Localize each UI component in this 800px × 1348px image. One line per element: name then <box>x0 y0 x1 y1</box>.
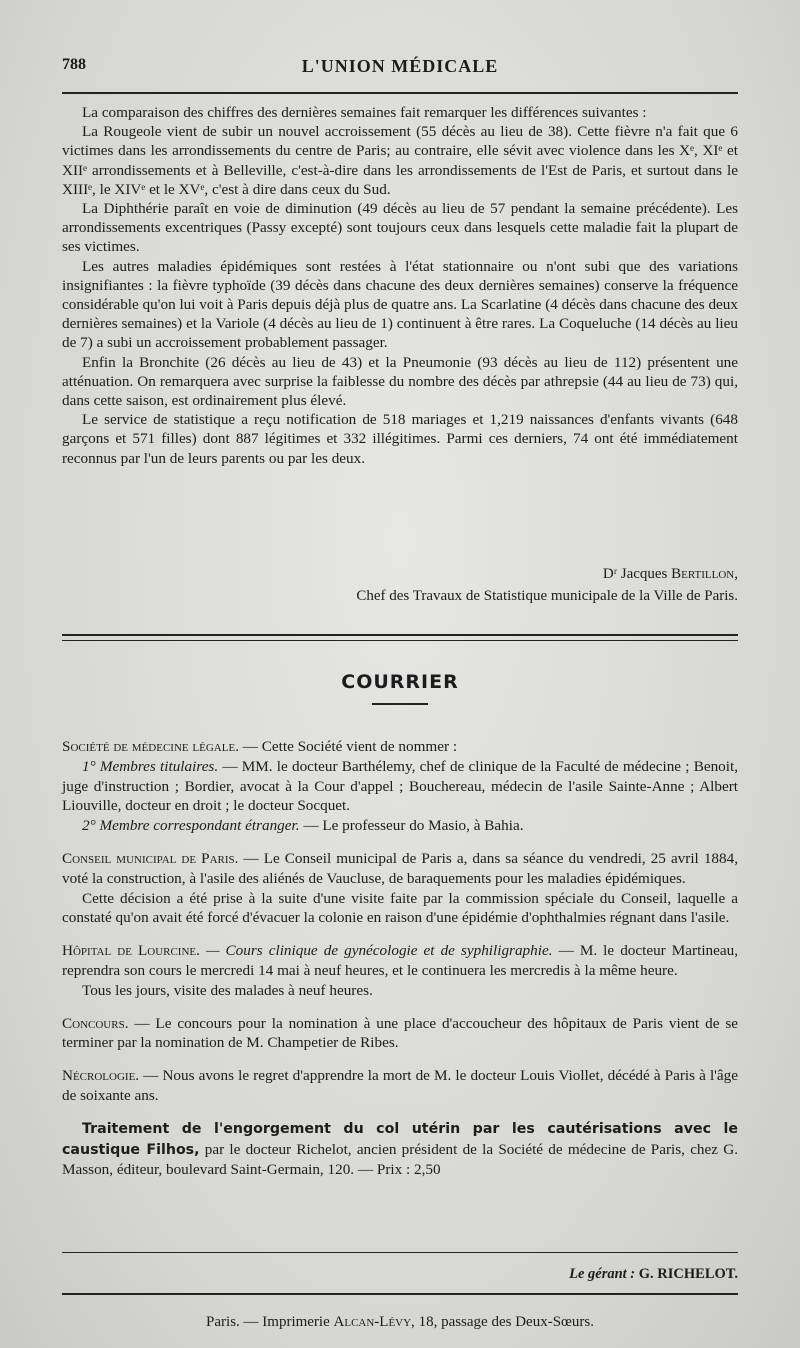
gerant-line <box>569 1266 738 1283</box>
page-number: 788 <box>62 56 86 73</box>
paragraph: Enfin la Bronchite (26 décès au lieu de 43) et la Pneumonie (93 décès au lieu de 112) présentent une atténuation. On remarquera avec surprise la faiblesse du nombre des décès par athrepsie (44 au lieu de 73) qui, dans cette saison, est ordinairement plus élevé. <box>62 353 738 410</box>
paragraph: La comparaison des chiffres des dernières semaines fait remarquer les différences suivantes : <box>82 104 647 121</box>
conseil-entry-continued: Cette décision a été prise à la suite d'une visite faite par la commission spéciale du Conseil, laquelle a constaté qu'on avait été forcé d'évacuer la colonie en raison d'une épidémie d'ophthalmies régnant dans l'asile. <box>62 889 738 927</box>
entry-text: — Le concours pour la nomination à une place d'accoucheur des hôpitaux de Paris vient de se terminer par la nomination de M. Champetier de Ribes. <box>62 1014 738 1052</box>
paragraph: Le service de statistique a reçu notification de 518 mariages et 1,219 naissances d'enfants vivants (648 garçons et 571 filles) dont 887 légitimes et 332 illégitimes. Parmi ces derniers, 74 ont été immédiatement reconnus par l'un de leurs parents ou par les deux. <box>62 411 738 467</box>
entry-heading: Hôpital de Lourcine. <box>62 942 200 960</box>
entry-heading: Nécrologie. <box>62 1067 140 1085</box>
page-header <box>62 56 738 84</box>
author-signature <box>603 566 738 583</box>
entry-label: 2° Membre correspondant étranger. <box>82 817 300 835</box>
printer-imprint <box>0 1314 800 1331</box>
entry-heading: Concours. <box>62 1014 129 1032</box>
entry-heading: Société de médecine légale. <box>62 738 239 755</box>
footer-rule-heavy <box>62 1293 738 1295</box>
author-prefix: Dʳ Jacques <box>602 566 672 582</box>
necrologie-entry <box>62 1066 738 1106</box>
author-surname: Bertillon, <box>671 566 738 582</box>
imprint-city: Paris. — Imprimerie <box>206 1314 334 1330</box>
entry-text: — Cette Société vient de nommer : <box>239 738 458 755</box>
entry-text: — Le professeur do Masio, à Bahia. <box>299 817 524 835</box>
title-ornament <box>372 703 428 705</box>
concours-entry <box>62 1014 738 1054</box>
imprint-printer: Alcan-Lévy, <box>333 1314 415 1330</box>
courrier-section <box>62 737 738 1180</box>
titulaires-entry <box>62 757 738 816</box>
hopital-entry-continued: Tous les jours, visite des malades à neuf heures. <box>82 981 373 999</box>
societe-entry <box>62 737 738 757</box>
book-title: Traitement de l'engorgement du col utérin par les cautérisations avec le caustique Filhos, <box>62 1120 738 1158</box>
hopital-entry <box>62 941 738 981</box>
paragraph: La Diphthérie paraît en voie de diminution (49 décès au lieu de 57 pendant la semaine précédente). Les arrondissements excentriques (Passy excepté) sont toujours ceux dans lesquels cette maladie fait la plupart de ses victimes. <box>62 200 738 256</box>
paragraph: Les autres maladies épidémiques sont restées à l'état stationnaire ou n'ont subi que des variations insignifiantes : la fièvre typhoïde (39 décès dans chacune des deux dernières semaines) conserve la fréquence considérable qu'on lui voit à Paris depuis déjà plus de quatre ans. La Scarlatine (4 décès dans chacune des deux dernières semaines) et la Variole (4 décès au lieu de 1) continuent à être rares. La Coqueluche (14 décès au lieu de 7) a subi un accroissement probablement passager. <box>62 257 738 352</box>
entry-heading: Conseil municipal de Paris. <box>62 849 239 867</box>
running-title: L'UNION MÉDICALE <box>301 56 499 76</box>
book-details: par le docteur Richelot, ancien président de la Société de médecine de Paris, chez G. Masson, éditeur, boulevard Saint-Germain, 120. — Prix : 2,50 <box>62 1140 738 1179</box>
entry-text: — Le Conseil municipal de Paris a, dans sa séance du vendredi, 25 avril 1884, voté la construction, à l'asile des aliénés de Vaucluse, de baraquements pour les maladies épidémiques. <box>62 849 738 887</box>
conseil-entry <box>62 849 738 889</box>
entry-text: — MM. le docteur Barthélemy, chef de clinique de la Faculté de médecine ; Benoit, juge d'instruction ; Bordier, avocat à la Cour d'appel ; Bouchereau, médecin de l'asile Sainte-Anne ; Albert Liouville, docteur en droit ; le docteur Socquet. <box>62 757 738 815</box>
footer-rule <box>62 1252 738 1253</box>
correspondant-entry <box>62 816 738 836</box>
entry-text: — Nous avons le regret d'apprendre la mort de M. le docteur Louis Viollet, décédé à Paris à l'âge de soixante ans. <box>62 1067 738 1104</box>
header-rule <box>62 92 738 94</box>
entry-label: 1° Membres titulaires. <box>82 757 219 775</box>
imprint-address: 18, passage des Deux-Sœurs. <box>414 1314 594 1330</box>
book-notice <box>62 1119 738 1180</box>
section-divider <box>62 634 738 641</box>
gerant-name: G. RICHELOT. <box>635 1266 738 1282</box>
statistics-article <box>62 103 738 468</box>
author-title: Chef des Travaux de Statistique municipale de la Ville de Paris. <box>356 588 738 604</box>
paragraph: La Rougeole vient de subir un nouvel accroissement (55 décès au lieu de 38). Cette fièvre n'a fait que 6 victimes dans les arrondissements du centre de Paris; au contraire, elle sévit avec violence dans les Xᵉ, XIᵉ et XIIᵉ arrondissements et à Belleville, c'est-à-dire dans les arrondissements de l'Est de Paris, et surtout dans le XIIIᵉ, le XIVᵉ et le XVᵉ, c'est à dire dans ceux du Sud. <box>62 123 738 198</box>
entry-text: — M. le docteur Martineau, reprendra son cours le mercredi 14 mai à neuf heures, et le continuera les mercredis à la même heure. <box>62 942 738 979</box>
course-title: — Cours clinique de gynécologie et de syphiligraphie. <box>199 942 553 960</box>
gerant-label: Le gérant : <box>569 1266 636 1282</box>
section-title: COURRIER <box>341 671 459 693</box>
